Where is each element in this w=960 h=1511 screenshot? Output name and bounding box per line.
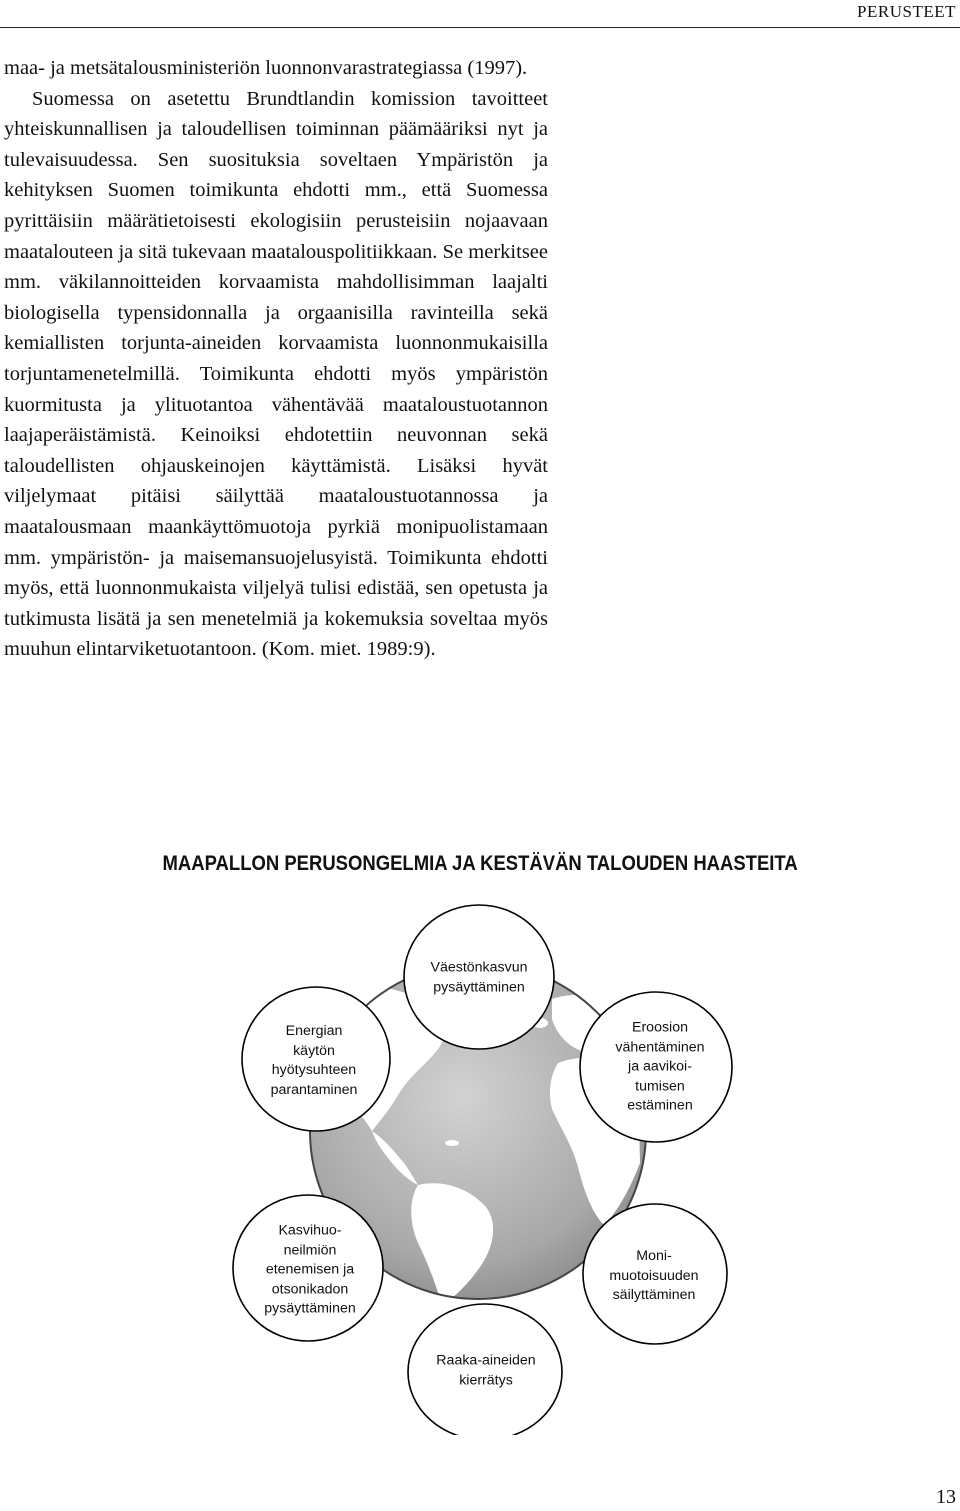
figure-title: MAAPALLON PERUSONGELMIA JA KESTÄVÄN TALOUDEN HAASTEITA xyxy=(162,852,798,875)
body-text xyxy=(4,53,548,665)
bubble-energy-label: Energian käytön hyötysuhteen parantaminen xyxy=(270,1023,358,1098)
paragraph: Suomessa on asetettu Brundtlandin komission tavoitteet yhteiskunnallisen ja taloudellisen toiminnan päämääriksi nyt ja tulevaisuudessa. Sen suosituksia soveltaen Ympäristön ja kehityksen Suomen toimikunta ehdotti mm., että Suomessa pyrittäisiin määrätietoisesti ekologisiin perusteisiin nojaavaan maatalouteen ja sitä tukevaan maatalouspolitiikkaan. Se merkitsee mm. väkilannoitteiden korvaamista mahdollisimman laajalti biologisella typensidonnalla ja orgaanisilla ravinteilla sekä kemiallisten torjunta-aineiden korvaamista luonnonmukaisilla torjuntamenetelmillä. Toimikunta ehdotti myös ympäristön kuormitusta ja ylituotantoa vähentävää maataloustuotannon laajaperäistämistä. Keinoiksi ehdotettiin neuvonnan sekä taloudellisten ohjauskeinojen käyttämistä. Lisäksi hyvät viljelymaat pitäisi säilyttää maataloustuotannossa ja maatalousmaan maankäyttömuotoja pyrkiä monipuolistamaan mm. ympäristön- ja maisemansuojelusyistä. Toimikunta ehdotti myös, että luonnonmukaista viljelyä tulisi edistää, sen opetusta ja tutkimusta lisätä ja sen menetelmiä ja kokemuksia soveltaa myös muuhun elintarviketuotantoon. (Kom. miet. 1989:9). xyxy=(4,87,548,661)
page-number: 13 xyxy=(936,1486,956,1508)
paragraph: maa- ja metsätalousministeriön luonnonvarastrategiassa (1997). xyxy=(4,57,528,79)
bubble-diversity-label: Moni- muotoisuuden säilyttäminen xyxy=(609,1247,699,1303)
bubble-population-label: Väestönkasvun pysäyttäminen xyxy=(430,959,528,995)
section-label: PERUSTEET xyxy=(857,2,956,21)
sustainability-diagram xyxy=(0,895,960,1435)
bubble-greenhouse-label: Kasvihuo- neilmiön etenemisen ja otsonikadon pysäyttäminen xyxy=(264,1222,356,1317)
bubble-erosion-label: Eroosion vähentäminen ja aavikoi- tumisen estäminen xyxy=(615,1019,705,1114)
bubble-recycling-label: Raaka-aineiden kierrätys xyxy=(436,1352,536,1388)
header-divider xyxy=(0,27,960,28)
